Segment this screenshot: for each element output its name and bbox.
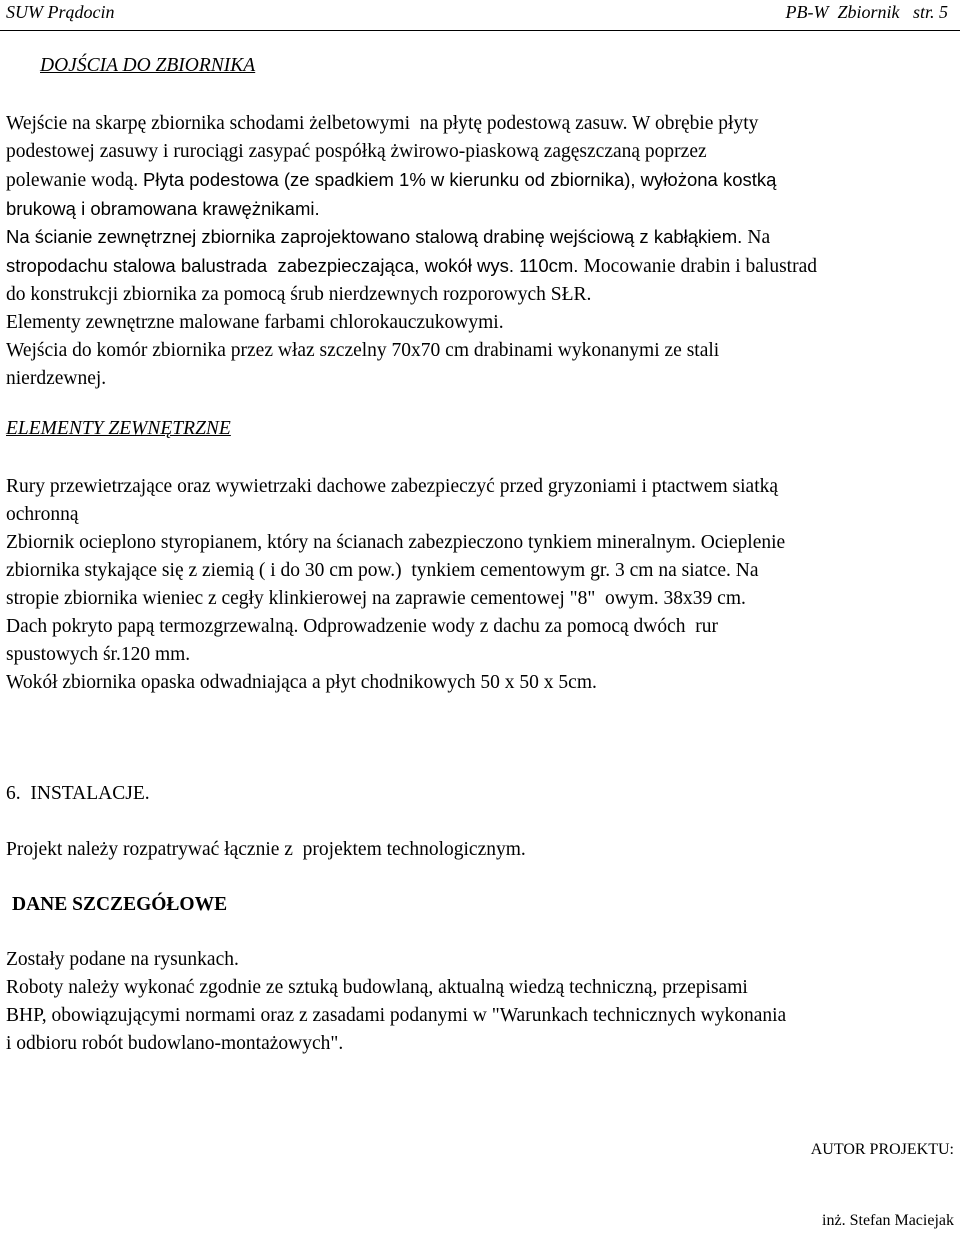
heading-text: 6. INSTALACJE.: [6, 783, 150, 804]
header-project-name: SUW Prądocin: [6, 2, 115, 22]
paragraph-external-elements: [6, 473, 954, 697]
text-line: BHP, obowiązującymi normami oraz z zasadami podanymi w "Warunkach technicznych wykonania: [6, 1005, 787, 1026]
text-line-head: polewanie wodą.: [6, 170, 143, 191]
text-line: i odbioru robót budowlano-montażowych".: [6, 1033, 344, 1054]
text-line: Roboty należy wykonać zgodnie ze sztuką budowlaną, aktualną wiedzą techniczną, przepisami: [6, 977, 748, 998]
text-line: Projekt należy rozpatrywać łącznie z projektem technologicznym.: [6, 839, 526, 860]
text-line-tail: Mocowanie drabin i balustrad: [583, 256, 817, 277]
text-line: [6, 223, 954, 252]
heading-text: DANE SZCZEGÓŁOWE: [12, 894, 228, 915]
text-line: Elementy zewnętrzne malowane farbami chlorokauczukowymi.: [6, 312, 504, 333]
section-title-installations: [6, 780, 954, 808]
text-line: Rury przewietrzające oraz wywietrzaki dachowe zabezpieczyć przed gryzoniami i ptactwem siatką: [6, 476, 779, 497]
text-line: do konstrukcji zbiornika za pomocą śrub nierdzewnych rozporowych SŁR.: [6, 284, 592, 305]
text-line: Zostały podane na rysunkach.: [6, 949, 239, 970]
signature-label: AUTOR PROJEKTU:: [810, 1141, 954, 1158]
text-line-head: stropodachu stalowa balustrada zabezpieczająca, wokół wys. 110cm.: [6, 255, 584, 276]
text-line: Dach pokryto papą termozgrzewalną. Odprowadzenie wody z dachu za pomocą dwóch rur: [6, 616, 718, 637]
text-line: Wokół zbiornika opaska odwadniająca a płyt chodnikowych 50 x 50 x 5cm.: [6, 672, 597, 693]
text-line: ochronną: [6, 504, 79, 525]
paragraph-access: [6, 110, 954, 393]
text-line-head: Na ścianie zewnętrznej zbiornika zaprojektowano stalową drabinę wejściową z kabłąkiem.: [6, 226, 748, 247]
text-line-tail: Na: [747, 227, 771, 248]
text-line: nierdzewnej.: [6, 368, 107, 389]
page-header: [0, 0, 960, 31]
section-title-external-elements: ELEMENTY ZEWNĘTRZNE: [6, 418, 231, 439]
text-line: Wejścia do komór zbiornika przez właz szczelny 70x70 cm drabinami wykonanymi ze stali: [6, 340, 720, 361]
header-page-info: PB-W Zbiornik str. 5: [785, 2, 948, 22]
text-line-tail: Płyta podestowa (ze spadkiem 1% w kierunku od zbiornika), wyłożona kostką: [143, 169, 777, 190]
text-line: podestowej zasuwy i rurociągi zasypać pospółką żwirowo-piaskową zagęszczaną poprzez: [6, 141, 707, 162]
text-line: zbiornika stykające się z ziemią ( i do 30 cm pow.) tynkiem cementowym gr. 3 cm na siatce. Na: [6, 560, 759, 581]
text-line: Zbiornik ocieplono styropianem, który na ścianach zabezpieczono tynkiem mineralnym. Ocieplenie: [6, 532, 786, 553]
paragraph-installations: [6, 836, 954, 864]
text-line: [6, 252, 954, 281]
section-title-access: DOJŚCIA DO ZBIORNIKA: [40, 55, 256, 76]
text-line: brukową i obramowana krawężnikami.: [6, 198, 320, 219]
section-title-details: [12, 891, 954, 919]
signature-name: inż. Stefan Maciejak: [822, 1212, 954, 1229]
text-line: Wejście na skarpę zbiornika schodami żelbetowymi na płytę podestową zasuw. W obrębie płyty: [6, 113, 759, 134]
text-line: [6, 166, 954, 195]
text-line: spustowych śr.120 mm.: [6, 644, 191, 665]
text-line: stropie zbiornika wieniec z cegły klinkierowej na zaprawie cementowej "8" owym. 38x39 cm.: [6, 588, 746, 609]
paragraph-details: [6, 946, 954, 1058]
